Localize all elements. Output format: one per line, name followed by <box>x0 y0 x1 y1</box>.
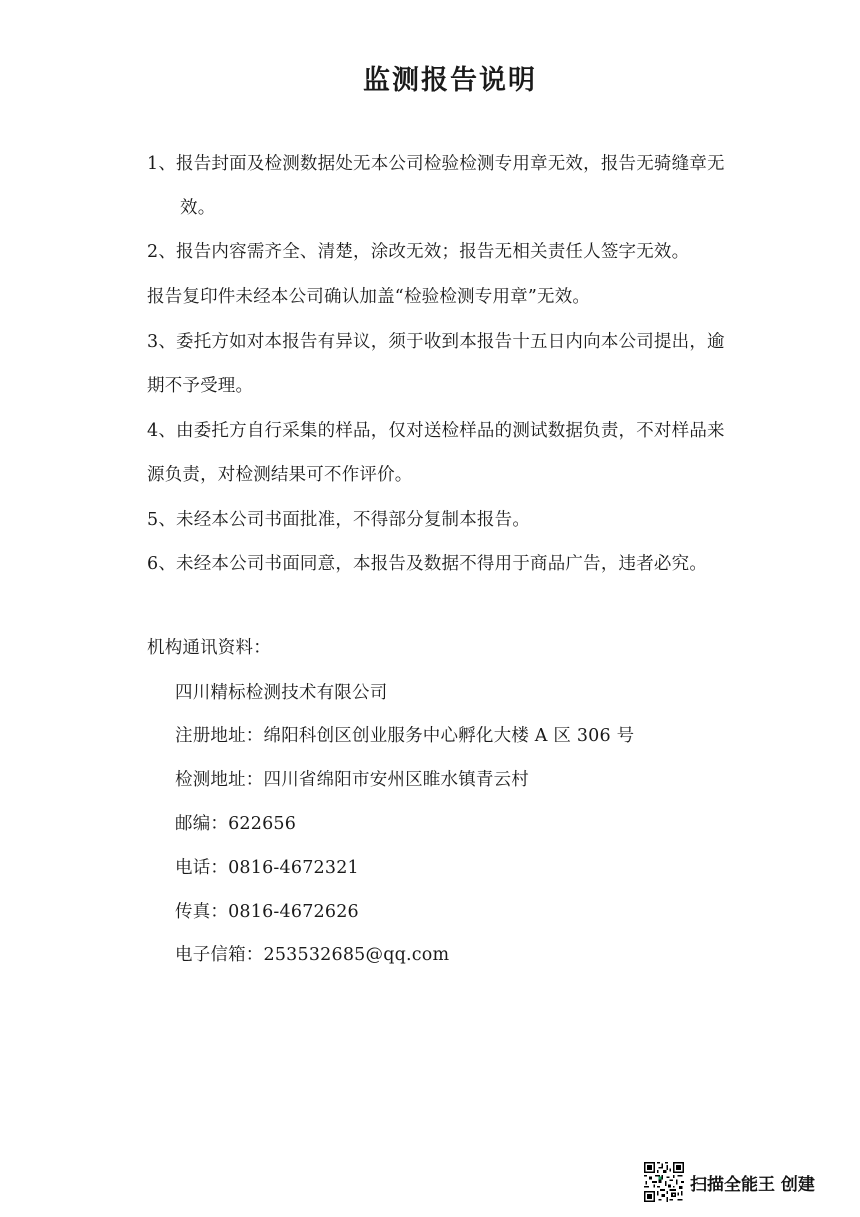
note-1-line-2: 效。 <box>180 198 216 218</box>
registered-address: 注册地址：绵阳科创区创业服务中心孵化大楼 A 区 306 号 <box>175 726 635 746</box>
note-4-line-2: 源负责，对检测结果可不作评价。 <box>147 465 413 485</box>
scanner-brand-text: 扫描全能王 创建 <box>690 1174 815 1195</box>
note-1-line-1: 1、报告封面及检测数据处无本公司检验检测专用章无效，报告无骑缝章无 <box>147 154 725 174</box>
note-5: 5、未经本公司书面批准，不得部分复制本报告。 <box>147 510 531 530</box>
contact-heading: 机构通讯资料： <box>147 638 271 658</box>
email-address: 电子信箱：253532685@qq.com <box>175 945 450 965</box>
note-4-line-1: 4、由委托方自行采集的样品，仅对送检样品的测试数据负责，不对样品来 <box>147 421 725 441</box>
note-3-line-1: 3、委托方如对本报告有异议，须于收到本报告十五日内向本公司提出，逾 <box>147 332 725 352</box>
qr-code-icon <box>644 1162 684 1202</box>
note-2: 2、报告内容需齐全、清楚，涂改无效；报告无相关责任人签字无效。 <box>147 242 690 262</box>
phone-number: 电话：0816-4672321 <box>175 858 359 878</box>
postcode: 邮编：622656 <box>175 814 297 834</box>
note-2-copy: 报告复印件未经本公司确认加盖“检验检测专用章”无效。 <box>147 287 591 307</box>
testing-address: 检测地址：四川省绵阳市安州区睢水镇青云村 <box>175 770 529 790</box>
fax-number: 传真：0816-4672626 <box>175 902 359 922</box>
page-title: 监测报告说明 <box>363 65 537 96</box>
note-6: 6、未经本公司书面同意，本报告及数据不得用于商品广告，违者必究。 <box>147 554 708 574</box>
scanner-watermark <box>644 1160 815 1204</box>
company-name: 四川精标检测技术有限公司 <box>175 683 388 703</box>
note-3-line-2: 期不予受理。 <box>147 376 254 396</box>
